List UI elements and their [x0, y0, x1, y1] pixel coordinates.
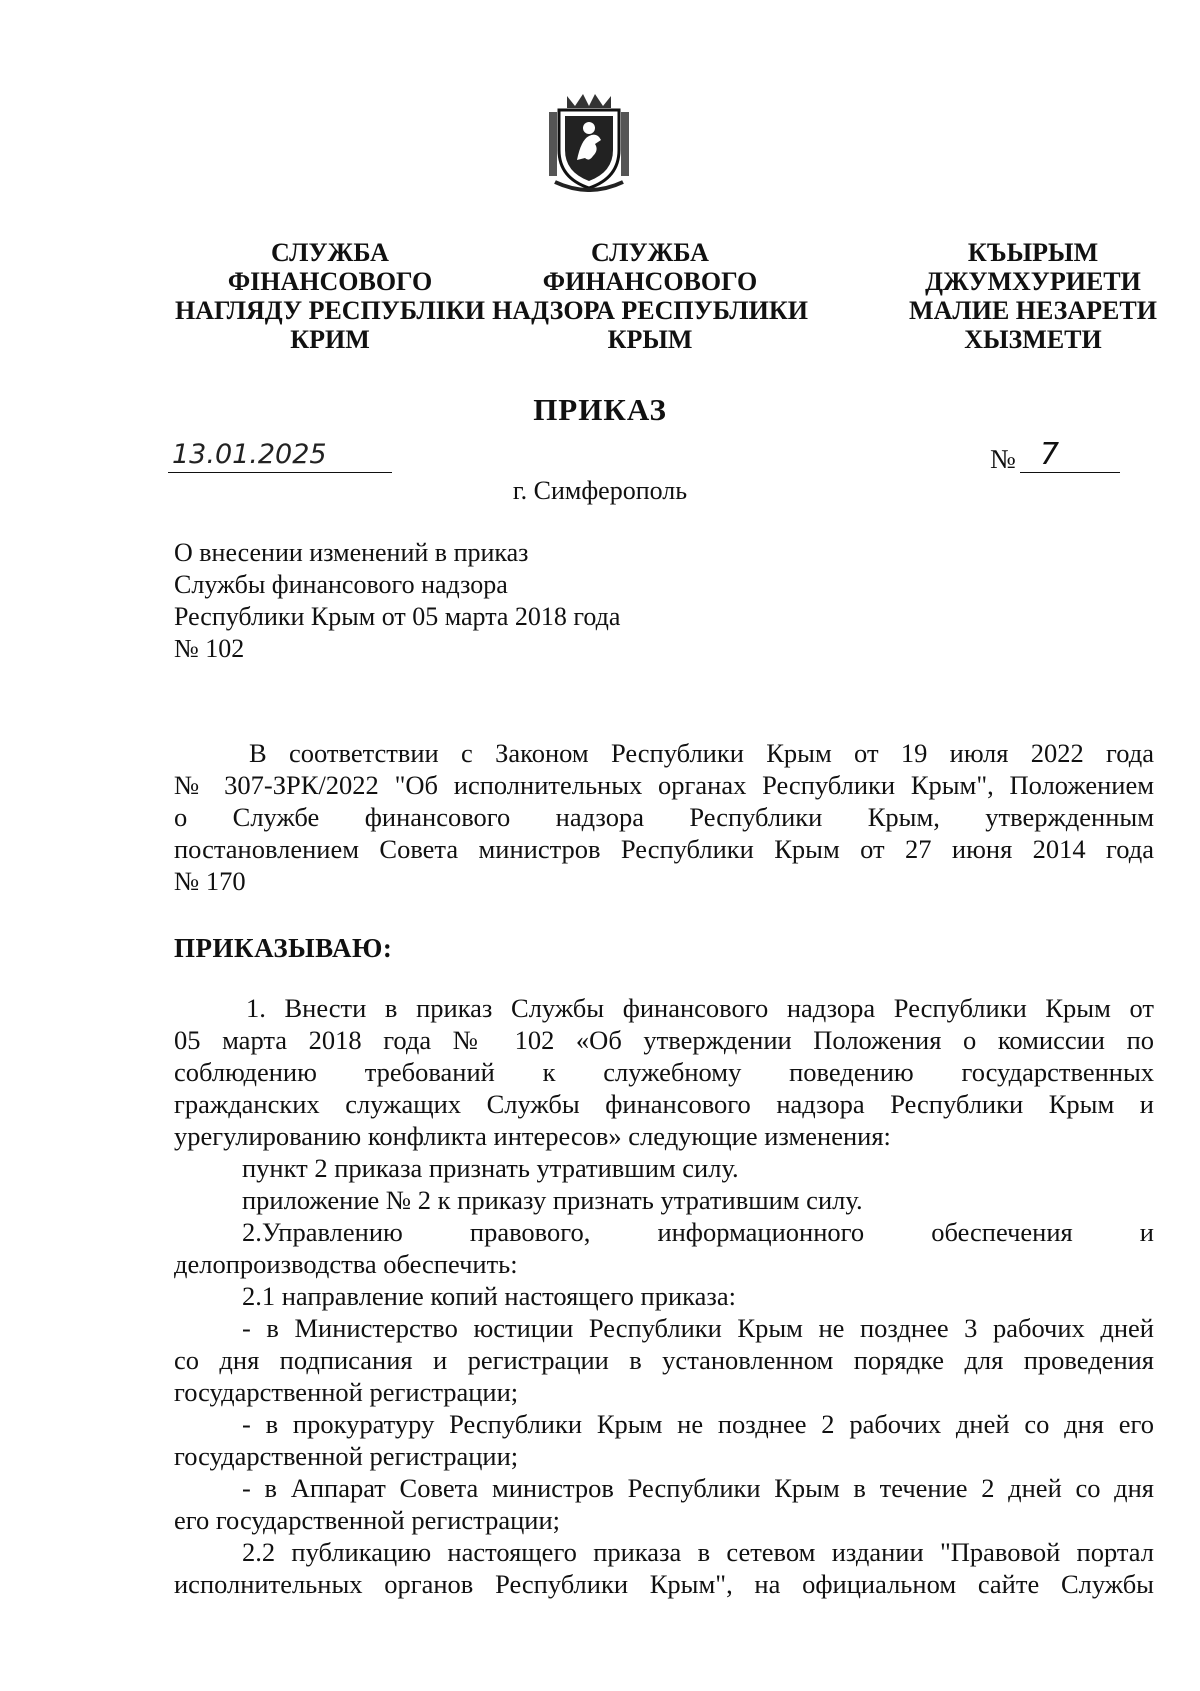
item-line: соблюдению требований к служебному поведению государственных: [174, 1057, 1154, 1087]
preamble: [174, 737, 1154, 897]
document-title: ПРИКАЗ: [533, 392, 667, 427]
preamble-line: № 307-ЗРК/2022 "Об исполнительных органах Республики Крым", Положением: [174, 770, 1154, 800]
item-line: государственной регистрации;: [174, 1377, 519, 1407]
subject-line: Службы финансового надзора: [174, 570, 508, 599]
header-line: ХЫЗМЕТИ: [964, 325, 1102, 354]
header-crimean-tatar: [868, 238, 1198, 354]
item-line: государственной регистрации;: [174, 1441, 519, 1471]
subject-line: Республики Крым от 05 марта 2018 года: [174, 602, 621, 631]
preamble-line: В соответствии с Законом Республики Крым от 19 июля 2022 года: [249, 738, 1154, 768]
header-line: КРИМ: [290, 325, 370, 354]
item-line: пункт 2 приказа признать утратившим силу.: [242, 1153, 739, 1183]
preamble-line: о Службе финансового надзора Республики Крым, утвержденным: [174, 802, 1154, 832]
order-items: [174, 992, 1154, 1600]
item-line: 2.1 направление копий настоящего приказа:: [242, 1281, 736, 1311]
item-line: приложение № 2 к приказу признать утратившим силу.: [242, 1185, 863, 1215]
order-word: ПРИКАЗЫВАЮ:: [174, 933, 393, 963]
preamble-line: № 170: [174, 866, 246, 896]
subject-block: [174, 537, 620, 665]
item-line: 2.Управлению правового, информационного обеспечения и: [242, 1217, 1154, 1247]
item-line: 05 марта 2018 года № 102 «Об утверждении Положения о комиссии по: [174, 1025, 1154, 1055]
header-line: КРЫМ: [607, 325, 693, 354]
document-date: 13.01.2025: [168, 438, 392, 473]
header-ukrainian: [165, 238, 495, 354]
city: г. Симферополь: [512, 476, 688, 505]
header-line: КЪЫРЫМ: [967, 238, 1099, 267]
header-line: ФІНАНСОВОГО: [227, 267, 433, 296]
header-russian: [485, 238, 815, 354]
subject-line: № 102: [174, 634, 245, 663]
header-line: МАЛИЕ НЕЗАРЕТИ: [909, 296, 1157, 325]
number-label: №: [990, 444, 1016, 474]
item-line: 1. Внести в приказ Службы финансового надзора Республики Крым от: [246, 993, 1154, 1023]
item-line: гражданских служащих Службы финансового надзора Республики Крым и: [174, 1089, 1154, 1119]
header-line: СЛУЖБА: [591, 238, 709, 267]
header-line: СЛУЖБА: [271, 238, 389, 267]
item-line: - в Министерство юстиции Республики Крым не позднее 3 рабочих дней: [242, 1313, 1154, 1343]
document-number: 7: [1020, 438, 1120, 473]
preamble-line: постановлением Совета министров Республики Крым от 27 июня 2014 года: [174, 834, 1154, 864]
item-line: со дня подписания и регистрации в установленном порядке для проведения: [174, 1345, 1154, 1375]
item-line: делопроизводства обеспечить:: [174, 1249, 518, 1279]
header-line: ДЖУМХУРИЕТИ: [925, 267, 1141, 296]
header-line: НАДЗОРА РЕСПУБЛИКИ: [492, 296, 808, 325]
item-line: - в Аппарат Совета министров Республики Крым в течение 2 дней со дня: [242, 1473, 1154, 1503]
item-line: 2.2 публикацию настоящего приказа в сетевом издании "Правовой портал: [242, 1537, 1154, 1567]
header-line: НАГЛЯДУ РЕСПУБЛІКИ: [175, 296, 485, 325]
item-line: урегулированию конфликта интересов» следующие изменения:: [174, 1121, 891, 1151]
header-line: ФИНАНСОВОГО: [542, 267, 758, 296]
subject-line: О внесении изменений в приказ: [174, 538, 529, 567]
item-line: его государственной регистрации;: [174, 1505, 560, 1535]
item-line: исполнительных органов Республики Крым", на официальном сайте Службы: [174, 1569, 1154, 1599]
item-line: - в прокуратуру Республики Крым не позднее 2 рабочих дней со дня его: [242, 1409, 1154, 1439]
crimea-coat-of-arms-icon: [545, 88, 633, 192]
